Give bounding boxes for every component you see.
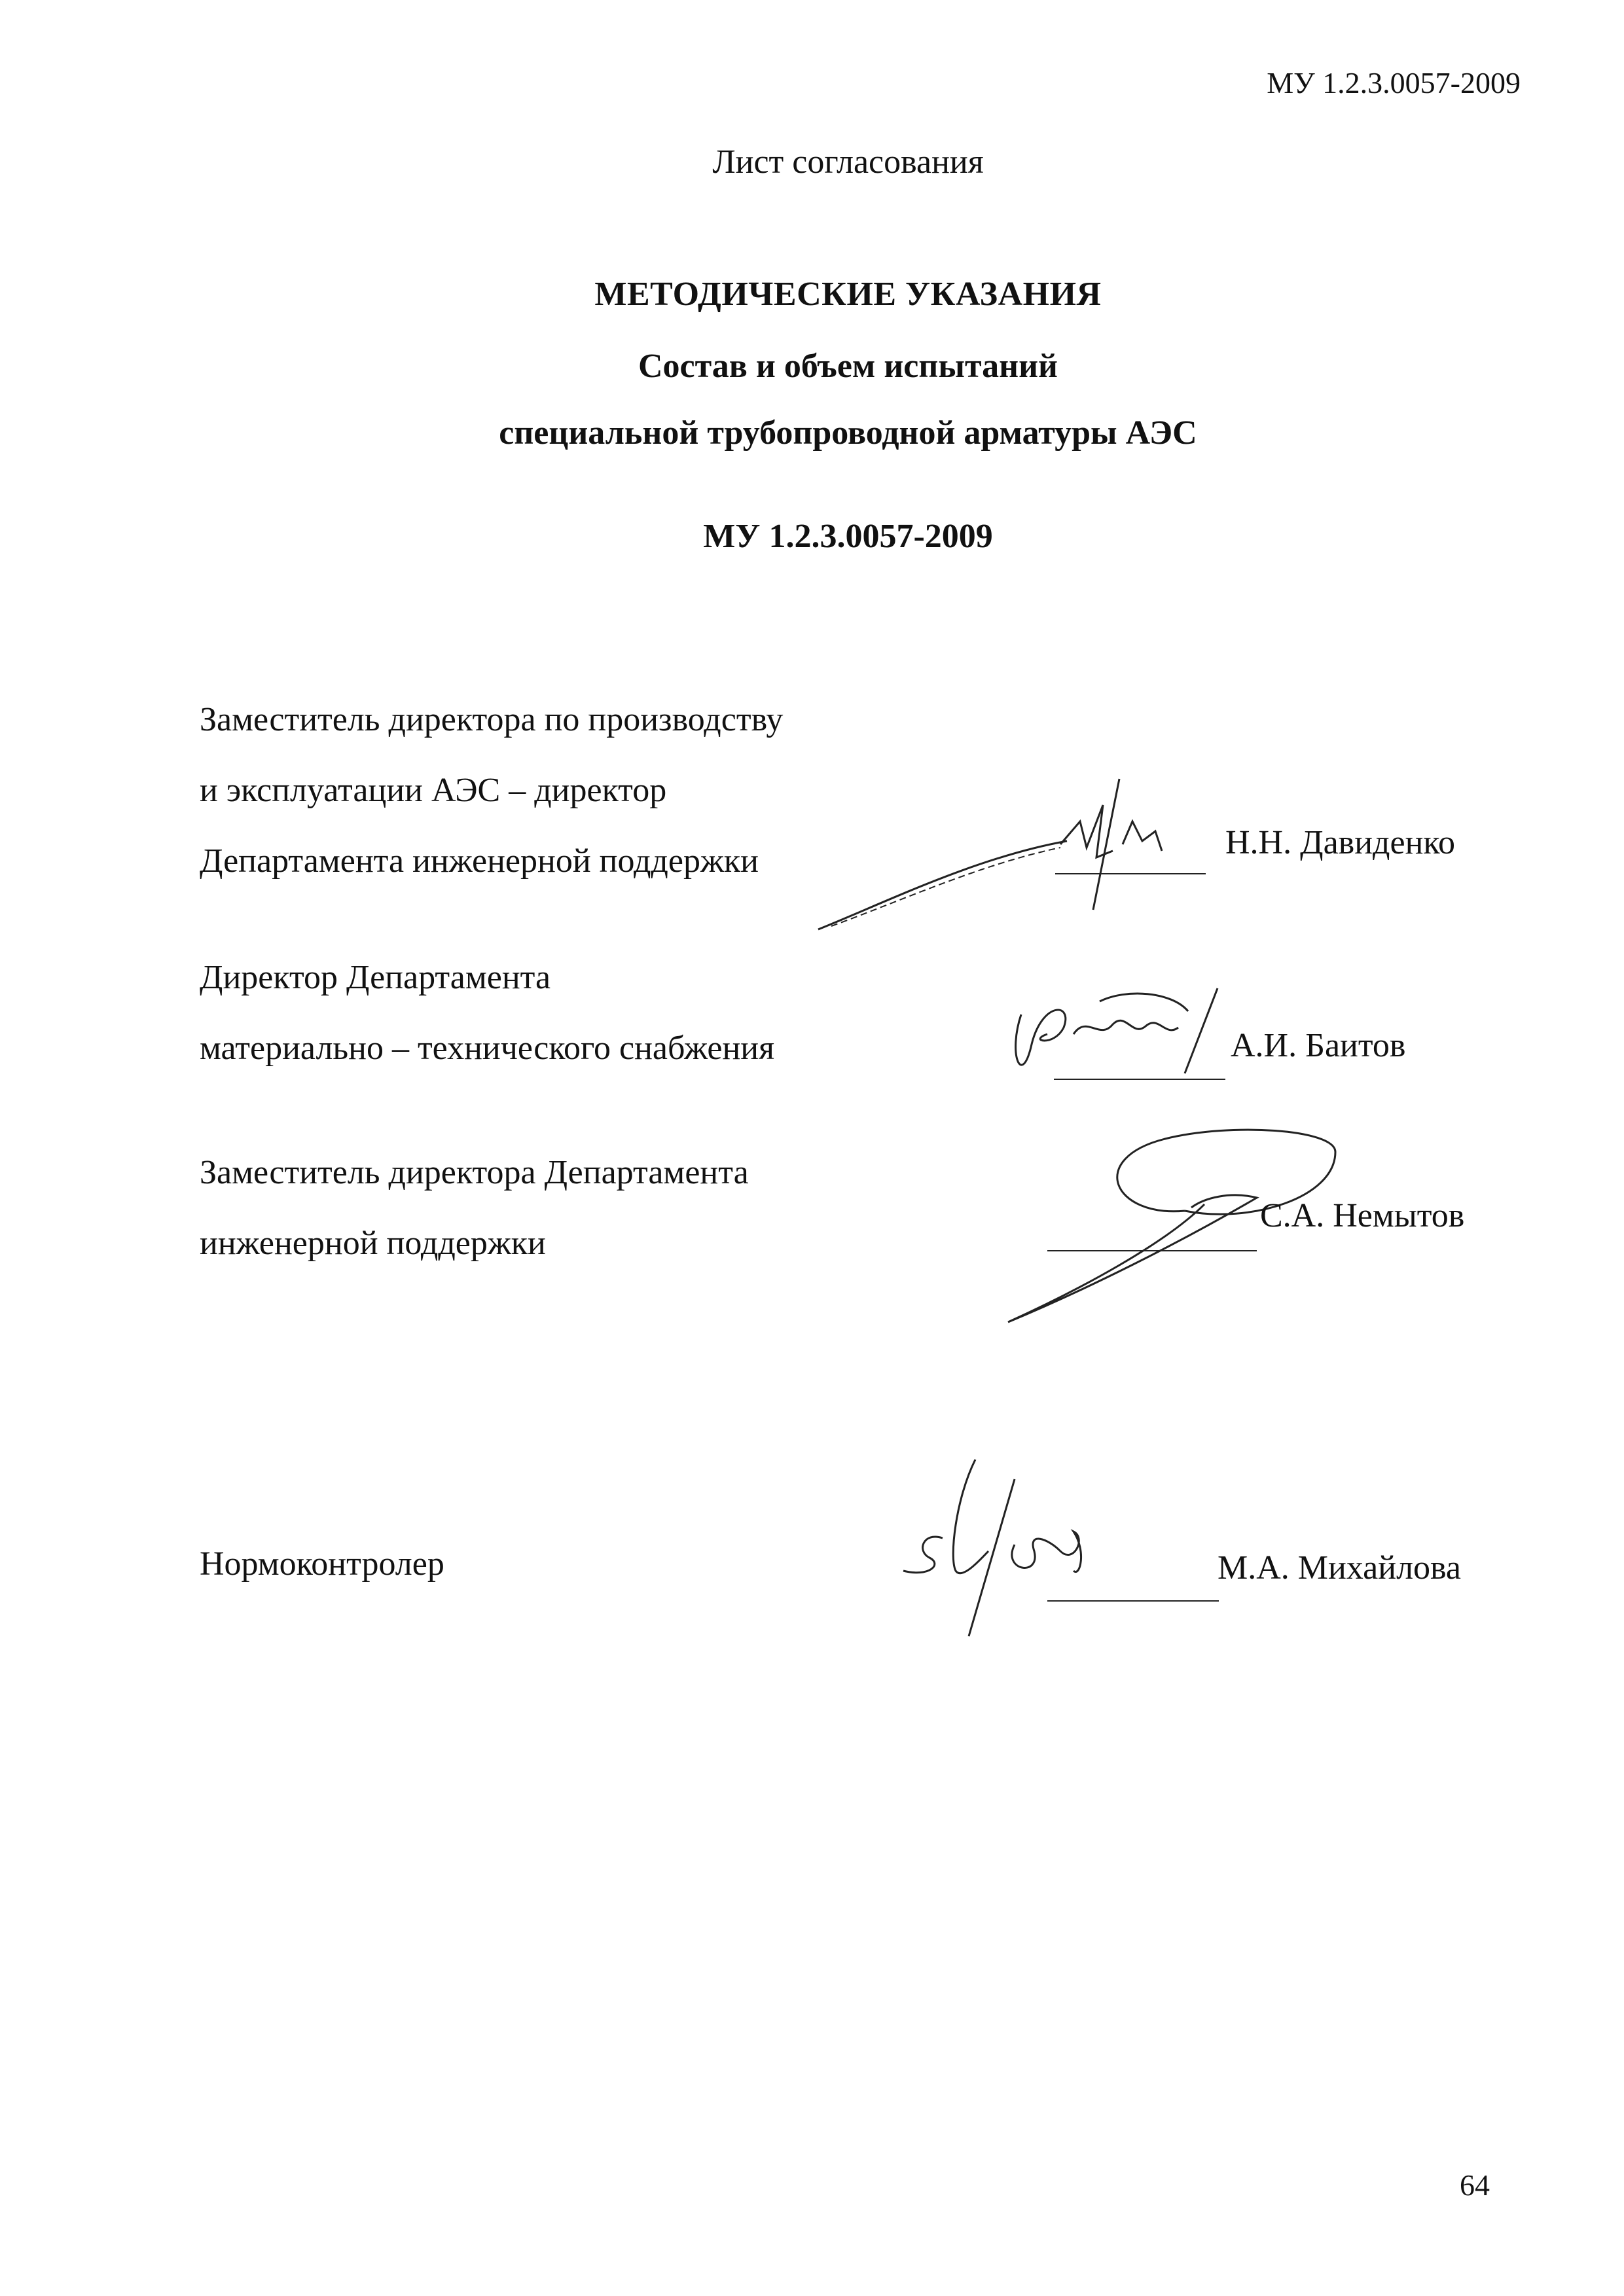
role-line: Заместитель директора по производству — [200, 701, 784, 738]
approver-name: А.И. Баитов — [1231, 1027, 1406, 1064]
role-line: Департамента инженерной поддержки — [200, 842, 759, 880]
approval-role — [200, 685, 783, 897]
approver-name: Н.Н. Давиденко — [1225, 824, 1456, 861]
approver-name: С.А. Немытов — [1260, 1197, 1465, 1234]
role-line: инженерной поддержки — [200, 1225, 546, 1262]
signature-mikhaylova — [890, 1440, 1139, 1636]
role-line: Заместитель директора Департамента — [200, 1154, 749, 1191]
signature-baitov — [1001, 975, 1237, 1093]
role-line: Нормоконтролер — [200, 1545, 444, 1583]
approval-role — [200, 942, 774, 1084]
signature-line — [1055, 873, 1206, 874]
document-title-line-1: Состав и объем испытаний — [638, 348, 1058, 385]
signature-davidenko — [805, 759, 1224, 949]
approval-role — [200, 1529, 444, 1600]
signature-line — [1047, 1250, 1257, 1251]
role-line: Директор Департамента — [200, 959, 551, 996]
signature-line — [1054, 1079, 1225, 1080]
page-number: 64 — [1460, 2168, 1490, 2202]
signature-line — [1047, 1600, 1219, 1602]
document-title-line-2: специальной трубопроводной арматуры АЭС — [499, 414, 1197, 452]
role-line: материально – технического снабжения — [200, 1030, 775, 1067]
approval-role — [200, 1138, 749, 1279]
sheet-title: Лист согласования — [712, 143, 984, 181]
header-doc-code: МУ 1.2.3.0057-2009 — [1267, 66, 1521, 99]
approver-name: М.А. Михайлова — [1218, 1549, 1461, 1587]
document-type: МЕТОДИЧЕСКИЕ УКАЗАНИЯ — [594, 276, 1102, 313]
role-line: и эксплуатации АЭС – директор — [200, 772, 667, 809]
document-code: МУ 1.2.3.0057-2009 — [703, 518, 993, 555]
